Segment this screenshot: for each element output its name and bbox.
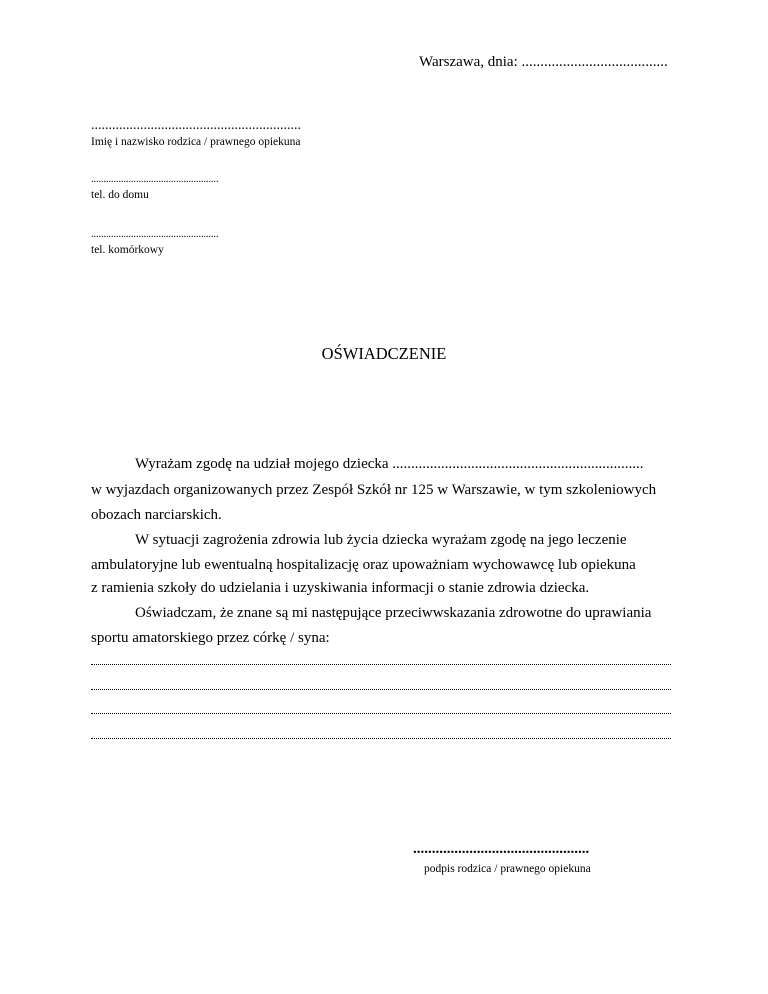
document-title: OŚWIADCZENIE: [321, 344, 447, 363]
body-line: ambulatoryjne lub ewentualną hospitalizację oraz upoważniam wychowawcę lub opiekuna: [91, 557, 636, 573]
signature-field: ...............................................: [413, 841, 590, 857]
parent-name-field: ............................................................: [91, 118, 301, 133]
contraindications-line: [91, 664, 671, 666]
place-date: Warszawa, dnia: .......................................: [419, 54, 668, 70]
body-line: Wyrażam zgodę na udział mojego dziecka ...................................................................: [135, 456, 644, 472]
contraindications-line: [91, 689, 671, 691]
body-line: Oświadczam, że znane są mi następujące przeciwwskazania zdrowotne do uprawiania: [135, 605, 652, 621]
body-line: W sytuacji zagrożenia zdrowia lub życia dziecka wyrażam zgodę na jego leczenie: [135, 532, 627, 548]
mobile-phone-caption: tel. komórkowy: [91, 244, 164, 256]
body-line: w wyjazdach organizowanych przez Zespół Szkół nr 125 w Warszawie, w tym szkoleniowych: [91, 482, 657, 498]
body-line: obozach narciarskich.: [91, 507, 222, 523]
body-line: sportu amatorskiego przez córkę / syna:: [91, 630, 330, 646]
home-phone-field: ...................................................: [91, 174, 219, 185]
home-phone-caption: tel. do domu: [91, 189, 149, 201]
contraindications-line: [91, 738, 671, 740]
signature-caption: podpis rodzica / prawnego opiekuna: [424, 863, 591, 875]
parent-name-caption: Imię i nazwisko rodzica / prawnego opiekuna: [91, 136, 301, 148]
mobile-phone-field: ...................................................: [91, 229, 219, 240]
body-line: z ramienia szkoły do udzielania i uzyskiwania informacji o stanie zdrowia dziecka.: [91, 580, 590, 596]
contraindications-line: [91, 713, 671, 715]
